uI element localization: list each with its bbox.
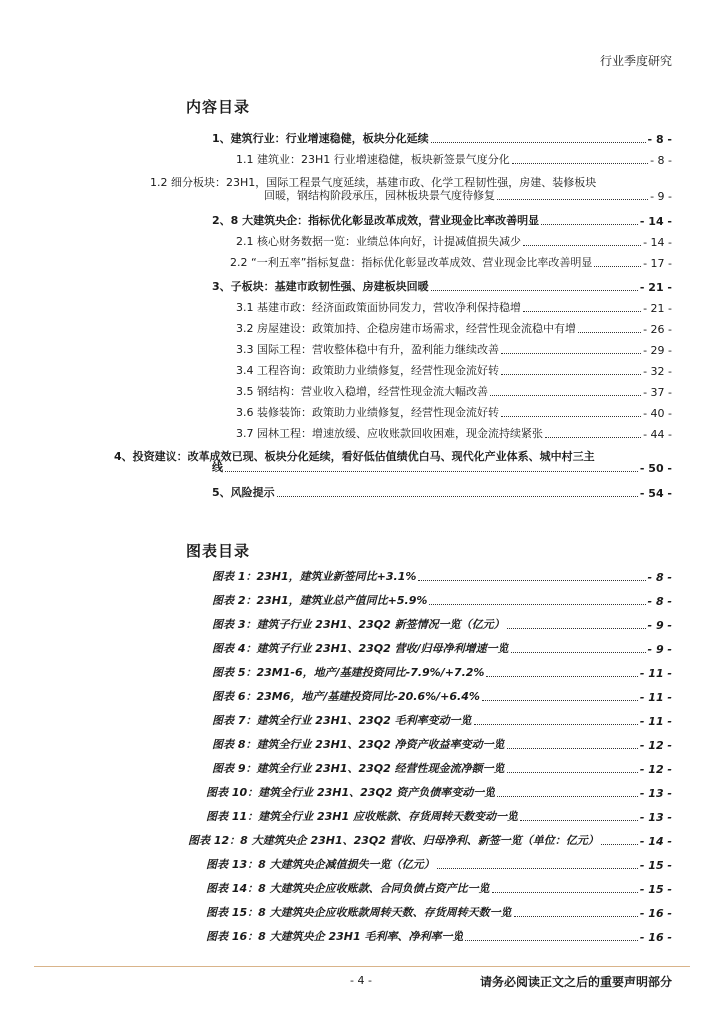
toc-entry-text: 2、8 大建筑央企：指标优化彰显改革成效，营业现金比率改善明显 (212, 214, 540, 227)
toc-entry[interactable] (236, 318, 672, 336)
figure-entry[interactable] (212, 710, 672, 728)
figure-entry-text: 图表 4：建筑子行业 23H1、23Q2 营收/归母净利增速一览 (212, 642, 509, 655)
footer-page-number: - 4 - (350, 974, 372, 987)
toc-entry-page: - 21 - (643, 302, 672, 315)
figure-entry-page: - 8 - (647, 571, 672, 584)
figure-entry-page: - 13 - (639, 787, 672, 800)
footer-disclaimer: 请务必阅读正文之后的重要声明部分 (479, 975, 672, 989)
toc-entry-page: - 14 - (643, 236, 672, 249)
figure-entry[interactable] (206, 926, 672, 944)
toc-entry[interactable] (264, 185, 672, 203)
toc-entry-page: - 40 - (643, 407, 672, 420)
figure-entry-text: 图表 10：建筑全行业 23H1、23Q2 资产负债率变动一览 (206, 786, 496, 799)
toc-entry-text: 3.2 房屋建设：政策加持、企稳房建市场需求，经营性现金流稳中有增 (236, 322, 576, 335)
toc-entry-page: - 8 - (647, 133, 672, 146)
toc-entry-page: - 44 - (643, 428, 672, 441)
toc-entry-page: - 37 - (643, 386, 672, 399)
figure-entry-page: - 15 - (639, 883, 672, 896)
toc-entry[interactable] (236, 381, 672, 399)
footer-divider (34, 966, 690, 967)
toc-entry-page: - 8 - (650, 154, 672, 167)
toc-entry-text: 3、子板块：基建市政韧性强、房建板块回暖 (212, 280, 429, 293)
toc-entry[interactable] (212, 482, 672, 500)
toc-entry[interactable] (212, 457, 672, 475)
figure-entry-page: - 11 - (639, 667, 672, 680)
toc-entry-text: 线 (212, 461, 223, 474)
figure-entry[interactable] (212, 758, 672, 776)
figures-title: 图表目录 (186, 542, 251, 560)
figure-entry-page: - 16 - (639, 931, 672, 944)
figure-entry-text: 图表 2：23H1，建筑业总产值同比+5.9% (212, 594, 428, 607)
toc-entry[interactable] (212, 128, 672, 146)
figure-entry-text: 图表 11：建筑全行业 23H1 应收账款、存货周转天数变动一览 (206, 810, 518, 823)
toc-title: 内容目录 (186, 98, 251, 116)
toc-entry-page: - 26 - (643, 323, 672, 336)
toc-entry-page: - 17 - (643, 257, 672, 270)
toc-entry-page: - 21 - (639, 281, 672, 294)
figure-entry[interactable] (212, 566, 672, 584)
figure-entry-page: - 16 - (639, 907, 672, 920)
toc-entry-text: 5、风险提示 (212, 486, 275, 499)
toc-entry-page: - 54 - (639, 487, 672, 500)
toc-entry-text: 2.1 核心财务数据一览：业绩总体向好，计提减值损失减少 (236, 235, 521, 248)
toc-entry-text: 回暖，钢结构阶段承压，园林板块景气度待修复 (264, 189, 495, 202)
figure-entry[interactable] (212, 662, 672, 680)
figure-entry-page: - 9 - (647, 619, 672, 632)
header-tag: 行业季度研究 (599, 54, 672, 68)
toc-entry[interactable] (236, 297, 672, 315)
toc-entry-text: 1.1 建筑业：23H1 行业增速稳健，板块新签景气度分化 (236, 153, 510, 166)
toc-entry-text: 1、建筑行业：行业增速稳健，板块分化延续 (212, 132, 429, 145)
figure-entry-text: 图表 14：8 大建筑央企应收账款、合同负债占资产比一览 (206, 882, 490, 895)
figure-entry-page: - 12 - (639, 763, 672, 776)
figure-entry[interactable] (212, 590, 672, 608)
toc-entry-wrapped[interactable]: 1.2 细分板块：23H1，国际工程景气度延续，基建市政、化学工程韧性强，房建、装修板块 (150, 176, 597, 189)
figure-entry-page: - 11 - (639, 715, 672, 728)
figure-entry[interactable] (206, 854, 672, 872)
figure-entry[interactable] (206, 782, 672, 800)
figure-entry-page: - 12 - (639, 739, 672, 752)
figure-entry[interactable] (206, 902, 672, 920)
toc-entry[interactable] (236, 402, 672, 420)
figure-entry-text: 图表 7：建筑全行业 23H1、23Q2 毛利率变动一览 (212, 714, 472, 727)
figure-entry-text: 图表 13：8 大建筑央企减值损失一览（亿元） (206, 858, 435, 871)
figure-entry-text: 图表 9：建筑全行业 23H1、23Q2 经营性现金流净额一览 (212, 762, 505, 775)
toc-entry[interactable] (236, 360, 672, 378)
toc-entry-page: - 14 - (639, 215, 672, 228)
toc-entry-text: 3.3 国际工程：营收整体稳中有升，盈利能力继续改善 (236, 343, 499, 356)
figure-entry[interactable] (212, 734, 672, 752)
toc-entry-page: - 32 - (643, 365, 672, 378)
toc-entry[interactable] (236, 423, 672, 441)
figure-entry-text: 图表 12：8 大建筑央企 23H1、23Q2 营收、归母净利、新签一览（单位：亿元） (188, 834, 599, 847)
toc-entry-text: 3.4 工程咨询：政策助力业绩修复，经营性现金流好转 (236, 364, 499, 377)
figure-entry[interactable] (212, 686, 672, 704)
toc-entry[interactable] (236, 149, 672, 167)
figure-entry[interactable] (188, 830, 672, 848)
toc-entry[interactable] (212, 210, 672, 228)
toc-entry-wrapped[interactable]: 4、投资建议：改革成效已现、板块分化延续，看好低估值绩优白马、现代化产业体系、城中村三主 (114, 450, 595, 463)
figure-entry-text: 图表 1：23H1，建筑业新签同比+3.1% (212, 570, 417, 583)
figure-entry-text: 图表 5：23M1-6，地产/基建投资同比-7.9%/+7.2% (212, 666, 485, 679)
toc-entry-text: 3.5 钢结构：营业收入稳增，经营性现金流大幅改善 (236, 385, 488, 398)
toc-entry-text: 2.2 “一利五率”指标复盘：指标优化彰显改革成效、营业现金比率改善明显 (230, 256, 593, 269)
figure-entry-page: - 9 - (647, 643, 672, 656)
figure-entry-text: 图表 15：8 大建筑央企应收账款周转天数、存货周转天数一览 (206, 906, 512, 919)
figure-entry-text: 图表 6：23M6，地产/基建投资同比-20.6%/+6.4% (212, 690, 480, 703)
figure-entry-page: - 15 - (639, 859, 672, 872)
figure-entry-text: 图表 8：建筑全行业 23H1、23Q2 净资产收益率变动一览 (212, 738, 505, 751)
figure-entry[interactable] (206, 806, 672, 824)
toc-entry-page: - 29 - (643, 344, 672, 357)
figure-entry[interactable] (212, 638, 672, 656)
toc-entry-text: 3.7 园林工程：增速放缓、应收账款回收困难，现金流持续紧张 (236, 427, 543, 440)
figure-entry-text: 图表 16：8 大建筑央企 23H1 毛利率、净利率一览 (206, 930, 464, 943)
figure-entry-text: 图表 3：建筑子行业 23H1、23Q2 新签情况一览（亿元） (212, 618, 505, 631)
figure-entry[interactable] (212, 614, 672, 632)
toc-entry-text: 3.6 装修装饰：政策助力业绩修复，经营性现金流好转 (236, 406, 499, 419)
figure-entry-page: - 11 - (639, 691, 672, 704)
toc-entry[interactable] (236, 339, 672, 357)
toc-entry-page: - 50 - (639, 462, 672, 475)
toc-entry[interactable] (236, 231, 672, 249)
figure-entry[interactable] (206, 878, 672, 896)
toc-entry-page: - 9 - (650, 190, 672, 203)
toc-entry[interactable] (230, 252, 672, 270)
figure-entry-page: - 13 - (639, 811, 672, 824)
toc-entry-text: 3.1 基建市政：经济面政策面协同发力，营收净利保持稳增 (236, 301, 521, 314)
figure-entry-page: - 14 - (639, 835, 672, 848)
toc-entry[interactable] (212, 276, 672, 294)
figure-entry-page: - 8 - (647, 595, 672, 608)
